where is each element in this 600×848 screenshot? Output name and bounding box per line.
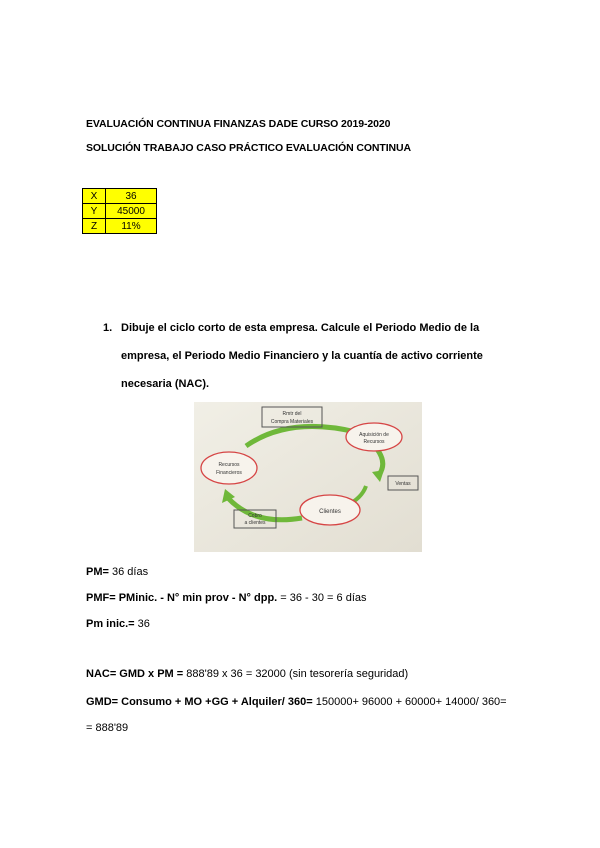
- cycle-diagram-photo: [194, 402, 422, 552]
- result-label: PMF= PMinic. - N° min prov - N° dpp.: [86, 592, 278, 604]
- diagram-label: Aquisición de: [359, 432, 389, 438]
- diagram-label: Recursos: [218, 462, 240, 468]
- question-text-line: Dibuje el ciclo corto de esta empresa. Calcule el Periodo Medio de la: [121, 322, 480, 334]
- question-text-line: empresa, el Periodo Medio Financiero y la cuantía de activo corriente: [121, 350, 483, 362]
- document-title: EVALUACIÓN CONTINUA FINANZAS DADE CURSO 2019-2020: [86, 118, 391, 130]
- result-gmd: [86, 696, 507, 708]
- question-text-line: necesaria (NAC).: [121, 378, 210, 390]
- variables-table: [82, 188, 157, 234]
- diagram-label: a clientes: [244, 520, 266, 526]
- diagram-label: Compra Materiales: [270, 419, 314, 425]
- result-value: = 36 - 30 = 6 días: [277, 592, 367, 604]
- diagram-label: Rmtr del: [282, 411, 302, 417]
- result-value: 888'89 x 36 = 32000 (sin tesorería seguridad): [183, 668, 409, 680]
- result-nac: [86, 668, 408, 680]
- cloud-financial: [201, 452, 257, 484]
- result-label: NAC= GMD x PM =: [86, 668, 184, 680]
- document-subtitle: SOLUCIÓN TRABAJO CASO PRÁCTICO EVALUACIÓN CONTINUA: [86, 142, 411, 154]
- diagram-label: Recursos: [363, 439, 385, 445]
- table-row: [83, 219, 157, 234]
- diagram-label: Financieros: [216, 470, 242, 476]
- result-label: Pm inic.=: [86, 618, 135, 630]
- variable-key: Z: [83, 219, 106, 234]
- result-label: PM=: [86, 566, 109, 578]
- table-row: [83, 204, 157, 219]
- variable-key: X: [83, 189, 106, 204]
- result-value: 36 días: [108, 566, 149, 578]
- result-value: 150000+ 96000 + 60000+ 14000/ 360=: [312, 696, 507, 708]
- result-pm: [86, 566, 148, 578]
- variable-key: Y: [83, 204, 106, 219]
- variable-value: 11%: [106, 219, 157, 234]
- question-number: 1.: [103, 322, 113, 334]
- result-pmf: [86, 592, 367, 604]
- diagram-label: Ventas: [395, 481, 411, 487]
- variable-value: 45000: [106, 204, 157, 219]
- result-value: 36: [134, 618, 150, 630]
- result-pminic: [86, 618, 150, 630]
- variable-value: 36: [106, 189, 157, 204]
- result-gmd-total: = 888'89: [86, 722, 129, 734]
- diagram-label: Cobro: [248, 513, 262, 519]
- diagram-label: Clientes: [319, 509, 341, 515]
- table-row: [83, 189, 157, 204]
- result-label: GMD= Consumo + MO +GG + Alquiler/ 360=: [86, 696, 313, 708]
